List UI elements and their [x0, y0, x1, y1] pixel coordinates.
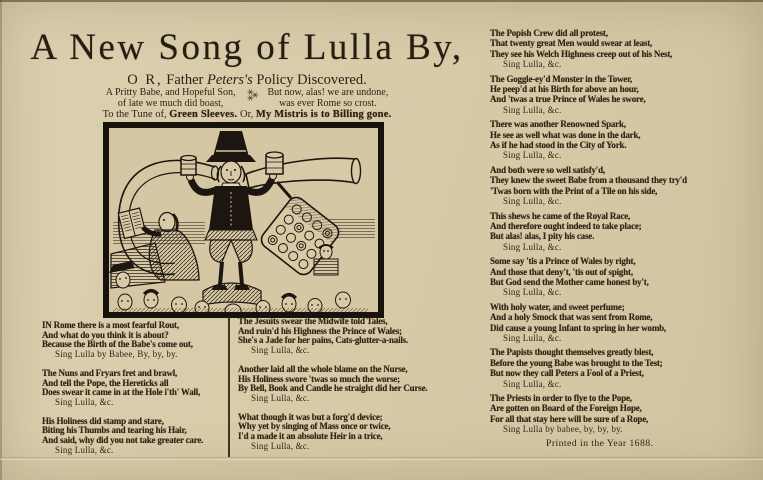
verse-line: Why yet by singing of Mass once or twice,	[238, 421, 391, 432]
stanza-column-middle	[238, 317, 476, 460]
refrain-line: Sing Lulla, &c.	[503, 196, 562, 207]
epigraph-line: was ever Rome so crost.	[279, 97, 377, 109]
refrain-line: Sing Lulla, &c.	[503, 378, 562, 389]
verse-line: I'd a made it an absolute Heir in a trice,	[238, 431, 383, 442]
verse-line: For all that stay here will be sure of a Rope,	[490, 413, 649, 424]
verse-line: By Bell, Book and Candle he straight did her Curse.	[238, 383, 428, 394]
page-title: A New Song of Lulla By,	[30, 27, 464, 68]
subtitle-or: O R,	[127, 72, 163, 88]
stanza	[490, 302, 760, 344]
page-subtitle	[18, 72, 476, 89]
verse-line: Because the Birth of the Babe's come out,	[42, 339, 193, 350]
epigraph-line: of late we much did boast,	[117, 97, 224, 109]
verse-line: And tell the Pope, the Hereticks all	[42, 377, 169, 388]
refrain-line: Sing Lulla, &c.	[55, 444, 114, 455]
stanza	[490, 119, 760, 161]
verse-line: And therefore ought indeed to take place;	[490, 220, 642, 231]
refrain-line: Sing Lulla, &c.	[503, 150, 562, 161]
verse-line: The Jesuits swear the Midwife told Tales,	[238, 316, 388, 326]
refrain-line: Sing Lulla, &c.	[55, 396, 114, 407]
verse-line: And what do you think it is about?	[42, 329, 169, 340]
subtitle-name: Peters's	[206, 72, 253, 88]
scan-edge-left	[0, 0, 2, 480]
refrain-line: Sing Lulla, &c.	[503, 287, 562, 298]
refrain-line: Sing Lulla, &c.	[503, 332, 562, 343]
stanza	[490, 393, 760, 435]
refrain-line: Sing Lulla by babee, by, by, by.	[503, 424, 623, 435]
stanza	[490, 74, 760, 116]
verse-line: But now they call Peters a Fool of a Priest,	[490, 368, 644, 379]
verse-line: And those that deny't, 'tis out of spight,	[490, 266, 633, 277]
refrain-line: Sing Lulla, &c.	[251, 392, 310, 403]
verse-line: This shews he came of the Royal Race,	[490, 210, 631, 221]
verse-line: That twenty great Men would swear at least,	[490, 38, 653, 49]
stanza-column-left	[42, 321, 228, 464]
verse-line: What though it was but a forg'd device;	[238, 411, 383, 422]
refrain-line: Sing Lulla, &c.	[503, 104, 562, 115]
refrain-line: Sing Lulla, &c.	[251, 440, 310, 451]
stanza	[490, 211, 760, 253]
verse-line: They knew the sweet Babe from a thousand they try'd	[490, 175, 687, 186]
stanza	[238, 365, 476, 404]
verse-line: Are gotten on Board of the Foreign Hope,	[490, 403, 642, 414]
verse-line: And a holy Smock that was sent from Rome,	[490, 312, 653, 323]
verse-line: They see his Welch Highness creep out of his Nest,	[490, 48, 673, 59]
stanza	[238, 317, 476, 356]
verse-line: The Priests in order to flye to the Pope,	[490, 393, 632, 403]
stanza	[490, 256, 760, 298]
tune-or: Or,	[239, 109, 256, 120]
woodcut-illustration	[103, 122, 384, 318]
verse-line: Did cause a young Infant to spring in her womb,	[490, 322, 666, 333]
verse-line: His Holiness did stamp and stare,	[42, 415, 164, 426]
column-divider	[228, 317, 230, 457]
verse-line: His Holiness swore 'twas so much the worse;	[238, 373, 400, 384]
stanza-column-right	[490, 28, 760, 449]
fleuron-icon: ⁂	[244, 89, 259, 101]
verse-line: She's a Jade for her pains, Cats-glutter-a-nails.	[238, 335, 409, 346]
stanza	[42, 369, 228, 408]
refrain-line: Sing Lulla, &c.	[251, 345, 310, 356]
stanza	[490, 165, 760, 207]
verse-line: Before the young Babe was brought to the Test;	[490, 357, 663, 368]
epigraph-right	[268, 88, 389, 109]
stanza	[238, 413, 476, 452]
verse-line: And both were so well satisfy'd,	[490, 164, 605, 175]
refrain-line: Sing Lulla, &c.	[503, 241, 562, 252]
scan-edge-top	[0, 0, 763, 2]
verse-line: And said, why did you not take greater care.	[42, 435, 204, 446]
verse-line: But alas! alas, I pity his case.	[490, 231, 595, 242]
verse-line: The Popish Crew did all protest,	[490, 28, 608, 38]
verse-line: And ruin'd his Highness the Prince of Wales;	[238, 325, 402, 336]
subtitle-post: Policy Discovered.	[252, 72, 367, 88]
tune-name: Green Sleeves.	[169, 109, 240, 120]
colophon: Printed in the Year 1688.	[546, 437, 654, 449]
verse-line: He see as well what was done in the dark,	[490, 129, 641, 140]
verse-line: He peep'd at his Birth for above an hour,	[490, 84, 639, 95]
tune-alt: My Mistris is to Billing gone.	[255, 109, 392, 120]
verse-line: The Goggle-ey'd Monster in the Tower,	[490, 73, 633, 84]
verse-line: And 'twas a true Prince of Wales he swore,	[490, 94, 646, 105]
epigraph-left	[106, 88, 236, 109]
refrain-line: Sing Lulla by Babee, By, by, by.	[55, 349, 178, 360]
verse-line: 'Twas born with the Print of a Tile on his side,	[490, 185, 658, 196]
stanza	[42, 321, 228, 360]
tune-prefix: To the Tune of,	[102, 109, 170, 120]
verse-line: As if he had stood in the City of York.	[490, 140, 627, 151]
verse-line: There was another Renowned Spark,	[490, 119, 626, 130]
stanza	[490, 347, 760, 389]
verse-line: Another laid all the whole blame on the Nurse,	[238, 363, 408, 374]
verse-line: Does swear it came in at the Hole i'th' Wall,	[42, 387, 201, 398]
verse-line: Biting his Thumbs and tearing his Hair,	[42, 425, 187, 436]
verse-line: Some say 'tis a Prince of Wales by right,	[490, 256, 636, 267]
stanza	[490, 28, 760, 70]
epigraph-line: But now, alas! we are undone,	[267, 87, 389, 98]
verse-line: But God send the Mother came honest by't,	[490, 276, 649, 287]
verse-line: IN Rome there is a most fearful Rout,	[42, 320, 179, 330]
verse-line: The Nuns and Fryars fret and brawl,	[42, 367, 178, 378]
refrain-line: Sing Lulla, &c.	[503, 59, 562, 70]
subtitle-pre: Father	[162, 72, 207, 88]
verse-line: The Papists thought themselves greatly blest,	[490, 347, 654, 358]
epigraph	[18, 88, 476, 109]
epigraph-line: A Pritty Babe, and Hopeful Son,	[105, 87, 236, 98]
tune-line	[18, 109, 476, 120]
verse-line: With holy water, and sweet perfume;	[490, 301, 625, 312]
stanza	[42, 417, 228, 456]
